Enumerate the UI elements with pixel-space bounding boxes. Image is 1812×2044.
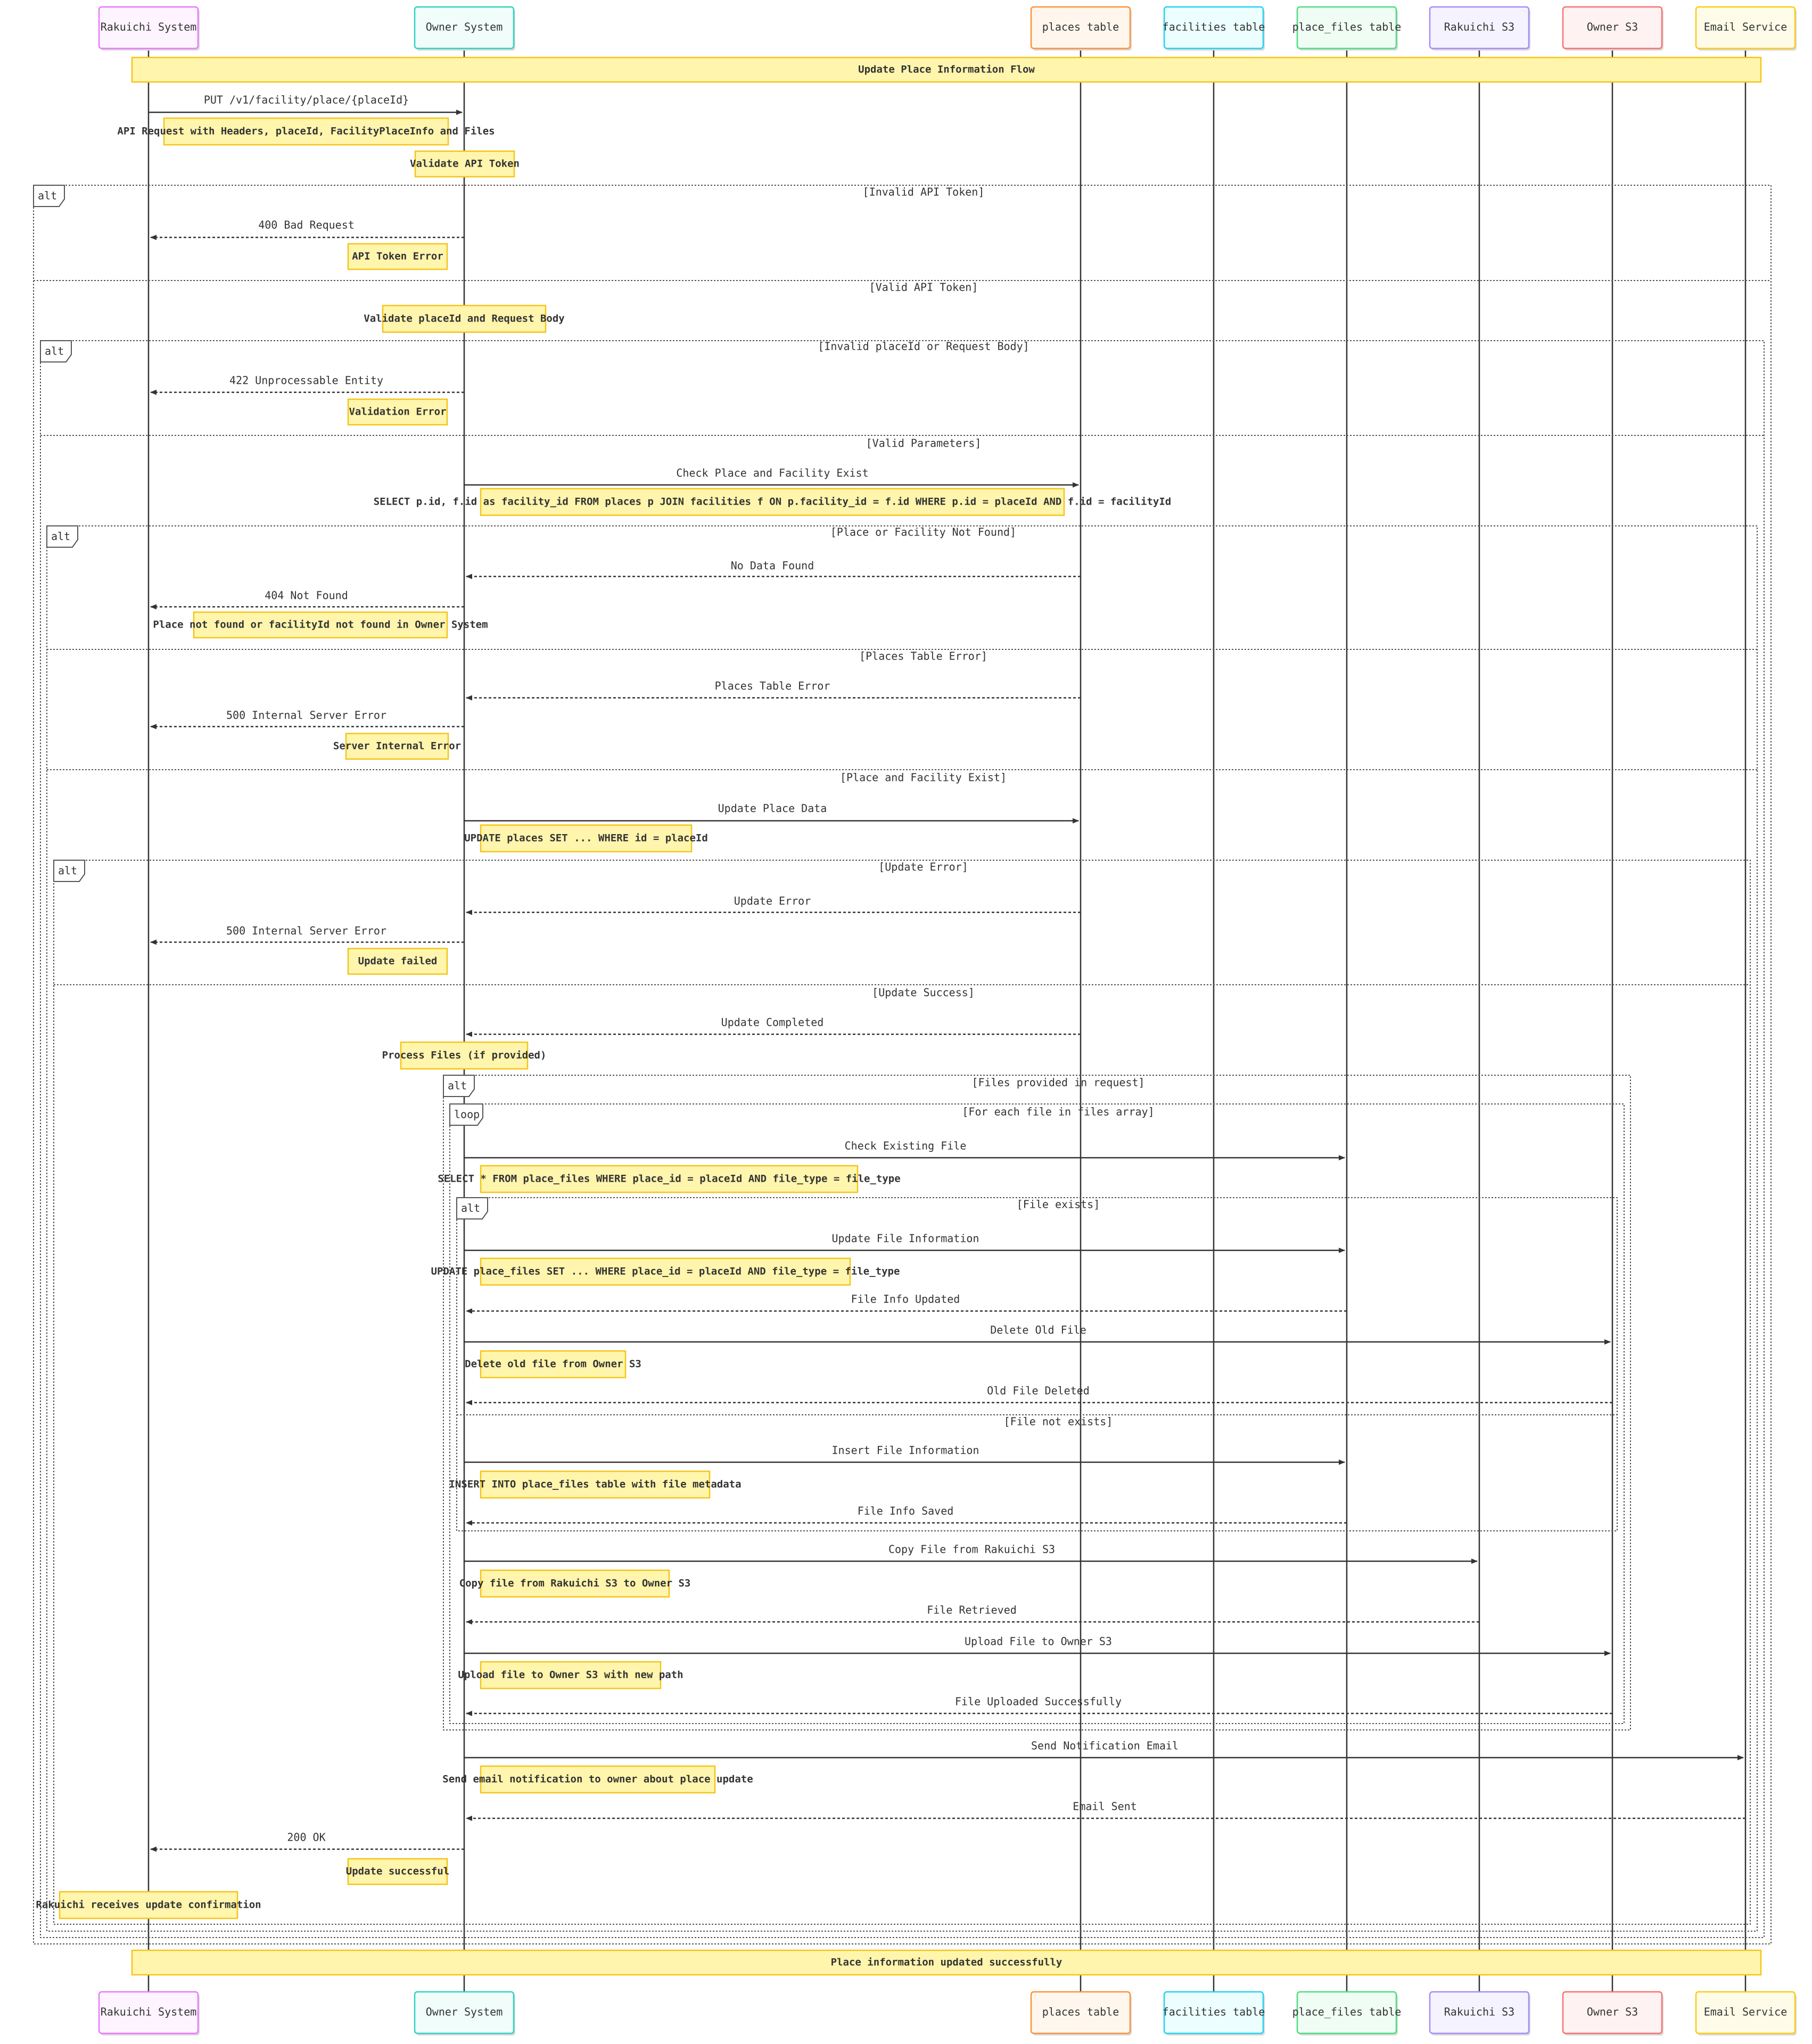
message-label: 200 OK <box>287 1831 326 1844</box>
note-text: API Request with Headers, placeId, FacilityPlaceInfo and Files <box>117 125 495 137</box>
actor-rakuichi-s3-bottom <box>1430 1992 1530 2035</box>
actor-owner-s3-top <box>1563 7 1663 51</box>
actors <box>99 7 1797 2035</box>
message-400-bad-request <box>151 219 464 238</box>
message-404-not-found <box>151 589 464 607</box>
message-label: 500 Internal Server Error <box>226 708 387 722</box>
message-label: Old File Deleted <box>987 1384 1090 1397</box>
message-label: No Data Found <box>730 559 814 572</box>
note-1 <box>132 57 1761 82</box>
note-text: Validate API Token <box>410 158 520 170</box>
actor-label: Owner System <box>425 2005 503 2018</box>
frame-condition: [Files provided in request] <box>971 1076 1145 1089</box>
message-label: Check Existing File <box>844 1139 967 1152</box>
message-label: Update File Information <box>831 1232 979 1245</box>
message-check-existing-file <box>464 1140 1345 1158</box>
actor-owner-system-top <box>415 7 515 51</box>
frame-condition: [Place and Facility Exist] <box>839 771 1007 784</box>
actor-label: facilities table <box>1162 2005 1265 2018</box>
message-label: File Uploaded Successfully <box>954 1695 1122 1708</box>
note-3 <box>410 151 520 177</box>
frame-alt-4 <box>54 860 1750 1924</box>
note-text: Rakuichi receives update confirmation <box>36 1899 261 1911</box>
message-copy-file-from-rakuichi-s3 <box>464 1543 1477 1562</box>
frame-loop-6 <box>450 1104 1624 1724</box>
actor-label: Rakuichi S3 <box>1444 20 1515 34</box>
note-text: Place not found or facilityId not found in Owner System <box>153 619 488 631</box>
note-14 <box>431 1258 900 1285</box>
note-8 <box>153 612 488 638</box>
note-text: Send email notification to owner about place update <box>442 1773 753 1785</box>
actor-label: places table <box>1042 20 1119 34</box>
message-update-place-data <box>464 802 1078 821</box>
note-text: Server Internal Error <box>333 740 462 752</box>
note-19 <box>442 1766 753 1793</box>
frame-type-label: alt <box>51 530 71 543</box>
actor-label: Owner System <box>425 20 503 34</box>
message-delete-old-file <box>464 1324 1610 1342</box>
message-label: PUT /v1/facility/place/{placeId} <box>203 93 409 106</box>
message-insert-file-information <box>464 1444 1345 1463</box>
actor-places-table-bottom <box>1031 1992 1132 2035</box>
message-places-table-error <box>466 680 1081 698</box>
actor-rakuichi-s3-top <box>1430 7 1530 51</box>
message-label: Check Place and Facility Exist <box>676 466 869 480</box>
note-text: SELECT * FROM place_files WHERE place_id = placeId AND file_type = file_type <box>438 1173 901 1185</box>
message-label: Update Error <box>734 894 811 908</box>
note-6 <box>348 399 447 425</box>
note-9 <box>333 733 461 759</box>
frame-type-label: alt <box>38 189 57 202</box>
note-text: Update failed <box>358 955 438 967</box>
note-text: API Token Error <box>352 250 443 262</box>
note-text: Update successful <box>345 1865 450 1877</box>
note-21 <box>36 1892 261 1918</box>
message-label: File Retrieved <box>927 1603 1017 1617</box>
note-text: Validation Error <box>349 406 447 418</box>
frame-alt-3 <box>47 526 1757 1932</box>
message-label: Email Sent <box>1073 1800 1137 1813</box>
message-send-notification-email <box>464 1740 1743 1758</box>
frame-type-label: loop <box>454 1108 480 1121</box>
frame-type-label: alt <box>461 1201 481 1215</box>
actor-owner-s3-bottom <box>1563 1992 1663 2035</box>
message-check-place-and-facility-exist <box>464 467 1078 485</box>
frame-type-label: alt <box>45 344 64 358</box>
frame-condition: [File exists] <box>1016 1198 1100 1211</box>
note-text: Validate placeId and Request Body <box>364 312 565 325</box>
actor-label: Rakuichi System <box>100 2005 197 2018</box>
message-label: Send Notification Email <box>1031 1739 1179 1752</box>
note-text: Place information updated successfully <box>830 1956 1063 1968</box>
actor-rakuichi-system-top <box>99 7 200 51</box>
actor-place-files-table-top <box>1292 7 1402 51</box>
note-text: UPDATE places SET ... WHERE id = placeId <box>464 832 708 844</box>
frame-condition: [Valid Parameters] <box>866 436 982 450</box>
note-22 <box>132 1950 1761 1975</box>
message-file-retrieved <box>466 1604 1479 1622</box>
message-label: File Info Saved <box>857 1504 954 1518</box>
frame-condition: [Places Table Error] <box>859 649 987 663</box>
message-file-uploaded-successfully <box>466 1695 1612 1714</box>
message-label: Places Table Error <box>714 679 830 693</box>
note-text: Copy file from Rakuichi S3 to Owner S3 <box>459 1577 691 1589</box>
message-old-file-deleted <box>466 1384 1612 1403</box>
message-update-file-information <box>464 1232 1345 1251</box>
message-label: Update Completed <box>721 1016 824 1029</box>
actor-label: place_files table <box>1292 20 1402 34</box>
frame-condition: [Update Success] <box>872 986 975 999</box>
actor-label: Email Service <box>1703 20 1788 34</box>
frame-condition: [Update Error] <box>878 860 968 873</box>
message-422-unprocessable-entity <box>151 374 464 393</box>
note-7 <box>374 489 1172 515</box>
message-label: 404 Not Found <box>265 589 348 602</box>
note-text: Update Place Information Flow <box>858 63 1035 76</box>
message-label: 500 Internal Server Error <box>226 924 387 937</box>
frame-condition: [Place or Facility Not Found] <box>830 525 1017 539</box>
frame-type-label: alt <box>448 1079 467 1092</box>
message-file-info-updated <box>466 1293 1347 1312</box>
message-label: 422 Unprocessable Entity <box>229 374 383 387</box>
note-11 <box>348 949 447 974</box>
message-label: Copy File from Rakuichi S3 <box>888 1543 1056 1556</box>
frame-border <box>450 1104 1624 1724</box>
actor-label: place_files table <box>1292 2005 1402 2018</box>
actor-label: places table <box>1042 2005 1119 2018</box>
note-18 <box>458 1662 683 1688</box>
message-500-internal-server-error <box>151 925 464 943</box>
actor-place-files-table-bottom <box>1292 1992 1402 2035</box>
actor-places-table-top <box>1031 7 1132 51</box>
note-15 <box>465 1351 641 1378</box>
frame-border <box>47 526 1757 1931</box>
note-text: Delete old file from Owner S3 <box>465 1358 641 1370</box>
note-16 <box>449 1471 741 1498</box>
message-200-ok <box>151 1831 464 1850</box>
message-put-v1-facility-place-placeid <box>149 94 462 113</box>
frame-condition: [Invalid API Token] <box>862 185 985 199</box>
actor-label: facilities table <box>1162 20 1265 34</box>
frame-condition: [Invalid placeId or Request Body] <box>818 340 1029 353</box>
message-upload-file-to-owner-s3 <box>464 1635 1610 1654</box>
message-email-sent <box>466 1800 1745 1819</box>
actor-email-service-top <box>1696 7 1797 51</box>
note-17 <box>459 1570 691 1597</box>
note-12 <box>382 1042 547 1069</box>
frame-condition: [File not exists] <box>1003 1415 1113 1428</box>
message-label: Upload File to Owner S3 <box>965 1635 1112 1648</box>
actor-label: Owner S3 <box>1586 20 1638 34</box>
note-10 <box>464 825 708 852</box>
message-label: File Info Updated <box>851 1292 960 1306</box>
note-text: Upload file to Owner S3 with new path <box>458 1669 683 1681</box>
actor-facilities-table-bottom <box>1163 1992 1265 2035</box>
message-update-completed <box>466 1016 1081 1035</box>
frame-border <box>54 860 1750 1924</box>
note-text: UPDATE place_files SET ... WHERE place_id = placeId AND file_type = file_type <box>431 1265 900 1278</box>
message-label: Delete Old File <box>990 1323 1086 1337</box>
note-text: Process Files (if provided) <box>382 1049 547 1061</box>
frame-condition: [Valid API Token] <box>869 281 978 294</box>
frame-alt-2 <box>40 340 1764 1938</box>
message-500-internal-server-error <box>151 709 464 727</box>
message-label: 400 Bad Request <box>258 218 355 232</box>
note-5 <box>364 306 565 332</box>
actor-label: Owner S3 <box>1586 2005 1638 2018</box>
message-file-info-saved <box>466 1505 1347 1523</box>
note-text: INSERT INTO place_files table with file metadata <box>449 1478 742 1490</box>
actor-facilities-table-top <box>1163 7 1265 51</box>
message-label: Update Place Data <box>718 802 827 815</box>
note-text: SELECT p.id, f.id as facility_id FROM places p JOIN facilities f ON p.facility_id = f.id WHERE p.id = placeId AND f.id = facilityId <box>373 496 1172 508</box>
note-13 <box>438 1166 900 1192</box>
frames <box>34 185 1771 1944</box>
actor-label: Rakuichi S3 <box>1444 2005 1515 2018</box>
frame-condition: [For each file in files array] <box>962 1105 1155 1118</box>
message-no-data-found <box>466 559 1081 577</box>
note-20 <box>346 1859 449 1884</box>
frame-type-label: alt <box>58 864 78 877</box>
actor-rakuichi-system-bottom <box>99 1992 200 2035</box>
note-4 <box>348 244 447 269</box>
actor-label: Rakuichi System <box>100 20 197 34</box>
message-label: Insert File Information <box>831 1444 979 1457</box>
note-2 <box>117 118 495 145</box>
actor-label: Email Service <box>1703 2005 1788 2018</box>
actor-owner-system-bottom <box>415 1992 515 2035</box>
actor-email-service-bottom <box>1696 1992 1797 2035</box>
message-update-error <box>466 895 1081 913</box>
